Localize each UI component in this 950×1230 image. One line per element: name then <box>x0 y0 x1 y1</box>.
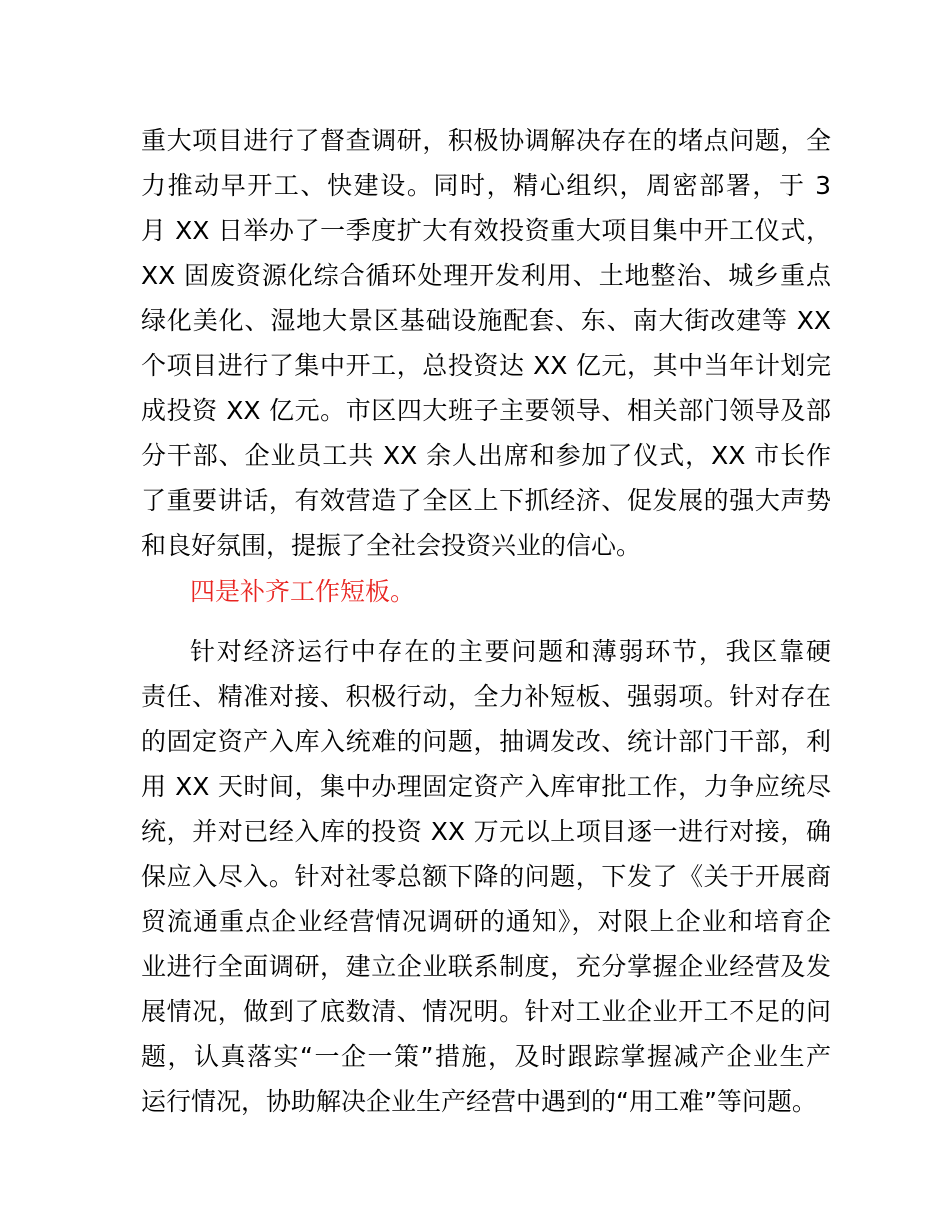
paragraph-line: 题，认真落实“一企一策”措施，及时跟踪掌握减产企业生产 <box>141 1042 831 1071</box>
paragraph-line: 贸流通重点企业经营情况调研的通知》，对限上企业和培育企 <box>141 907 831 936</box>
paragraph-line: 成投资 XX 亿元。市区四大班子主要领导、相关部门领导及部 <box>141 396 831 425</box>
paragraph-line: 业进行全面调研，建立企业联系制度，充分掌握企业经营及发 <box>141 952 831 981</box>
paragraph-line: 运行情况，协助解决企业生产经营中遇到的“用工难”等问题。 <box>141 1087 817 1116</box>
paragraph-line: 重大项目进行了督查调研，积极协调解决存在的堵点问题，全 <box>141 126 831 155</box>
paragraph-line: XX 固废资源化综合循环处理开发利用、土地整治、城乡重点 <box>141 261 831 290</box>
paragraph-line: 力推动早开工、快建设。同时，精心组织，周密部署，于 3 <box>141 171 831 200</box>
paragraph-line: 的固定资产入库入统难的问题，抽调发改、统计部门干部，利 <box>141 727 831 756</box>
paragraph-line: 统，并对已经入库的投资 XX 万元以上项目逐一进行对接，确 <box>141 817 831 846</box>
paragraph-line: 了重要讲话，有效营造了全区上下抓经济、促发展的强大声势 <box>141 486 831 515</box>
paragraph-line: 和良好氛围，提振了全社会投资兴业的信心。 <box>141 531 642 560</box>
paragraph-line: 绿化美化、湿地大景区基础设施配套、东、南大街改建等 XX <box>141 306 831 335</box>
paragraph-line: 分干部、企业员工共 XX 余人出席和参加了仪式，XX 市长作 <box>141 441 831 470</box>
paragraph-line: 用 XX 天时间，集中办理固定资产入库审批工作，力争应统尽 <box>141 772 831 801</box>
paragraph-line: 针对经济运行中存在的主要问题和薄弱环节，我区靠硬 <box>190 637 831 666</box>
section-heading: 四是补齐工作短板。 <box>190 577 416 606</box>
paragraph-line: 个项目进行了集中开工，总投资达 XX 亿元，其中当年计划完 <box>141 351 831 380</box>
paragraph-line: 保应入尽入。针对社零总额下降的问题，下发了《关于开展商 <box>141 862 831 891</box>
paragraph-line: 责任、精准对接、积极行动，全力补短板、强弱项。针对存在 <box>141 682 831 711</box>
paragraph-line: 月 XX 日举办了一季度扩大有效投资重大项目集中开工仪式， <box>141 216 831 245</box>
paragraph-line: 展情况，做到了底数清、情况明。针对工业企业开工不足的问 <box>141 997 831 1026</box>
